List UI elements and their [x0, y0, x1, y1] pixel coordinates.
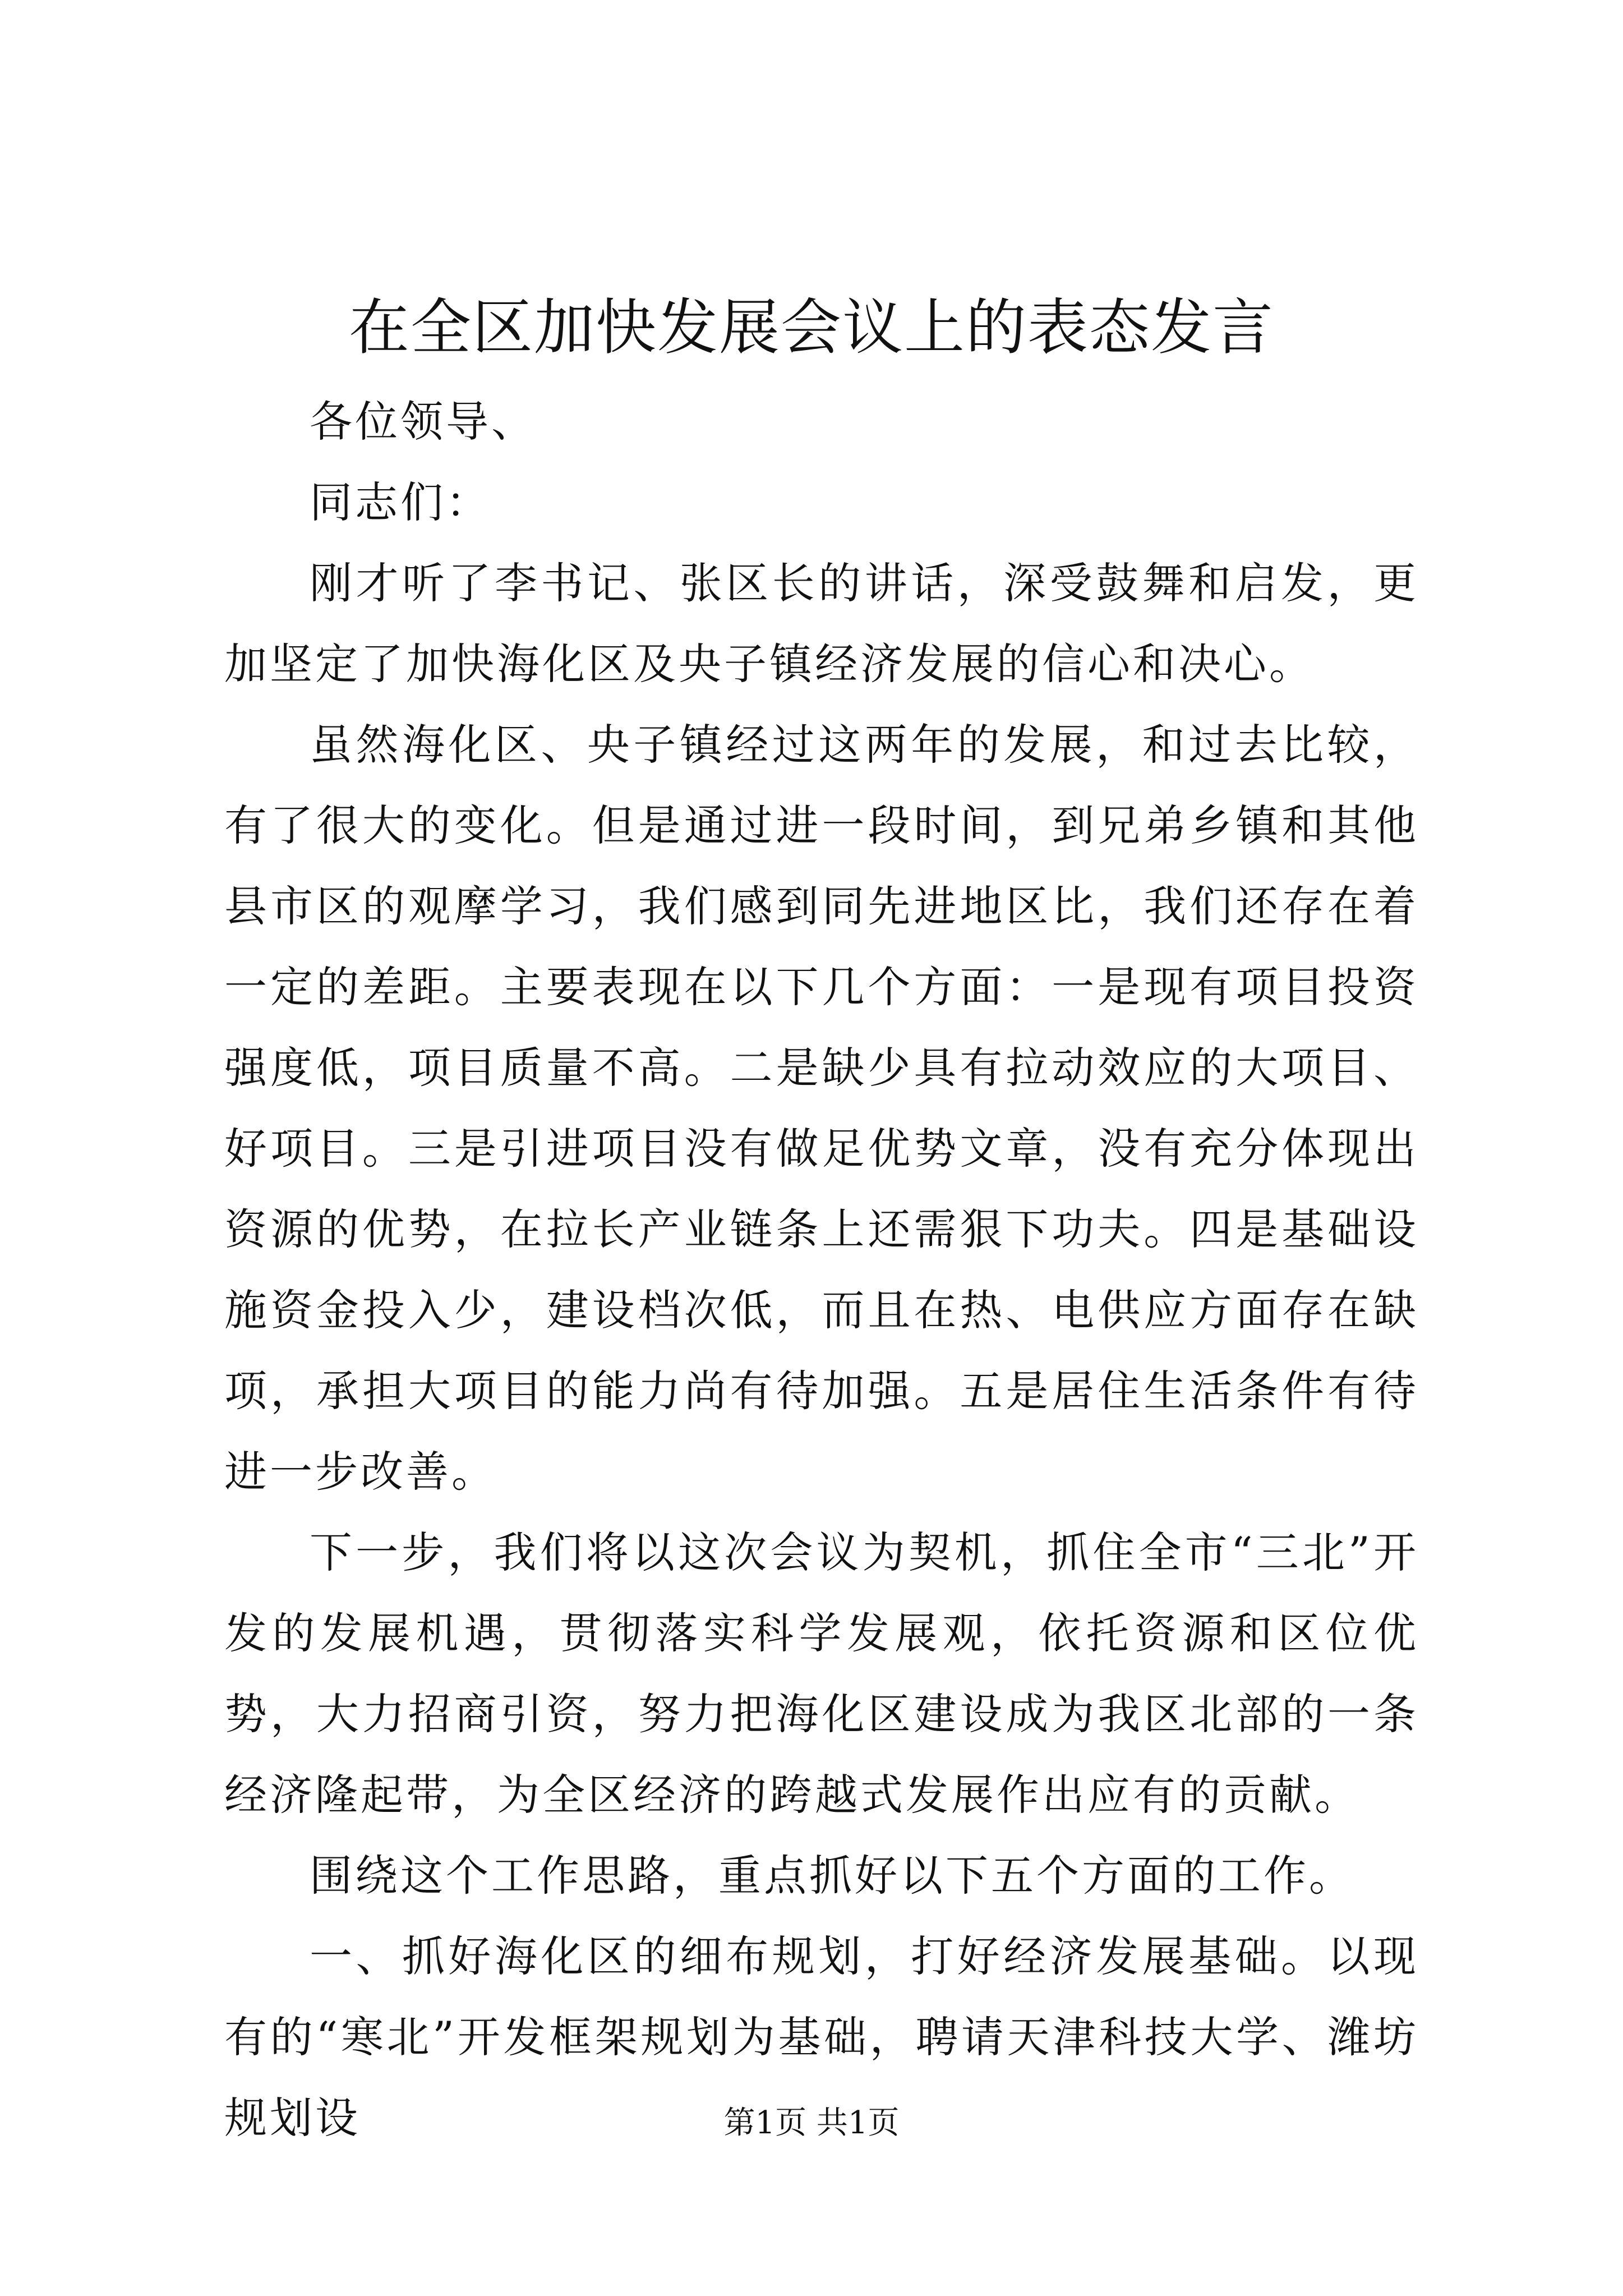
body-paragraph: 下一步，我们将以这次会议为契机，抓住全市“三北”开发的发展机遇，贯彻落实科学发展观，依托资源和区位优势，大力招商引资，努力把海化区建设成为我区北部的一条经济隆起带，为全区经济的跨越式发展作出应有的贡献。: [224, 1527, 1419, 1820]
body-paragraph: 围绕这个工作思路，重点抓好以下五个方面的工作。: [310, 1851, 1354, 1901]
salutation-line-1: 各位领导、: [310, 397, 537, 447]
document-title: 在全区加快发展会议上的表态发言: [348, 293, 1274, 363]
salutation-line-2: 同志们：: [310, 477, 491, 527]
document-body: [224, 381, 1419, 2159]
body-paragraph: 刚才听了李书记、张区长的讲话，深受鼓舞和启发，更加坚定了加快海化区及央子镇经济发展的信心和决心。: [224, 558, 1419, 689]
body-paragraph: 虽然海化区、央子镇经过这两年的发展，和过去比较，有了很大的变化。但是通过进一段时间，到兄弟乡镇和其他县市区的观摩学习，我们感到同先进地区比，我们还存在着一定的差距。主要表现在以下几个方面：一是现有项目投资强度低，项目质量不高。二是缺少具有拉动效应的大项目、好项目。三是引进项目没有做足优势文章，没有充分体现出资源的优势，在拉长产业链条上还需狠下功夫。四是基础设施资金投入少，建设档次低，而且在热、电供应方面存在缺项，承担大项目的能力尚有待加强。五是居住生活条件有待进一步改善。: [224, 720, 1419, 1497]
page-footer: 第1页 共1页: [723, 2105, 900, 2141]
body-paragraph: 一、抓好海化区的细布规划，打好经济发展基础。以现有的“寒北”开发框架规划为基础，聘请天津科技大学、潍坊规划设: [224, 1931, 1419, 2143]
